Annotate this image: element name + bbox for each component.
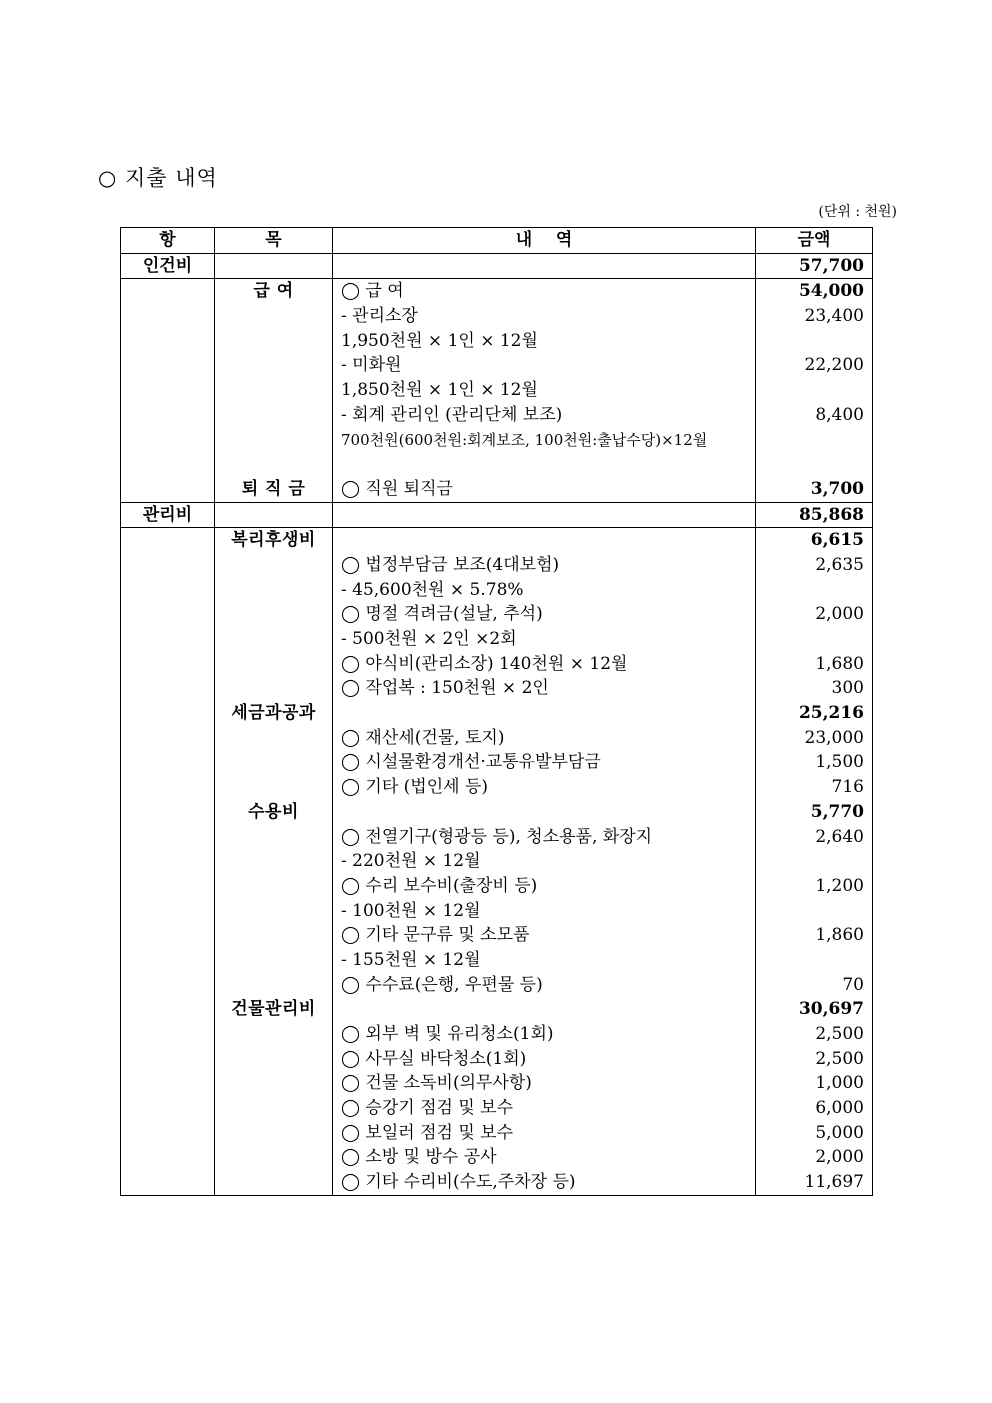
spacer-line (215, 825, 332, 850)
spacer-line (215, 726, 332, 751)
spacer-line (215, 923, 332, 948)
spacer-line (215, 750, 332, 775)
category-total: 57,700 (756, 253, 873, 279)
spacer-line (215, 452, 332, 477)
item-name: 수용비 (248, 801, 299, 822)
spacer-line (215, 428, 332, 453)
unit-label: (단위 : 천원) (818, 204, 897, 220)
amount-value: 2,635 (815, 554, 864, 575)
spacer-line (215, 1145, 332, 1170)
detail-line: - 미화원 (341, 355, 402, 376)
amount-value: 2,500 (815, 1048, 864, 1069)
spacer-line (215, 627, 332, 652)
spacer-line (333, 701, 755, 726)
amount-value: 2,000 (815, 604, 864, 625)
detail-line: ◯ 기타 수리비(수도,주차장 등) (341, 1172, 576, 1193)
amount-value (756, 849, 864, 874)
detail-line: ◯ 사무실 바닥청소(1회) (341, 1048, 527, 1069)
detail-line: ◯ 직원 퇴직금 (341, 478, 453, 499)
detail-line: ◯ 보일러 점검 및 보수 (341, 1122, 514, 1143)
group-total: 30,697 (798, 999, 864, 1020)
detail-line: 1,950천원 × 1인 × 12월 (341, 330, 538, 351)
detail-line: ◯ 명절 격려금(설날, 추석) (341, 604, 543, 625)
amount-value (756, 899, 864, 924)
spacer-line (215, 1047, 332, 1072)
spacer-line (215, 403, 332, 428)
spacer-line (215, 676, 332, 701)
detail-line: 1,850천원 × 1인 × 12월 (341, 380, 538, 401)
detail-line: ◯ 건물 소독비(의무사항) (341, 1073, 532, 1094)
spacer-line (333, 800, 755, 825)
amount-value: 1,860 (815, 925, 864, 946)
spacer-line (215, 1071, 332, 1096)
detail-line: - 155천원 × 12월 (341, 949, 481, 970)
amount-value: 54,000 (798, 281, 864, 302)
amount-value (756, 578, 864, 603)
amount-value: 23,000 (804, 727, 864, 748)
spacer-line (333, 997, 755, 1022)
detail-line: ◯ 외부 벽 및 유리청소(1회) (341, 1024, 554, 1045)
personnel-detail-row (121, 279, 873, 502)
spacer-line (215, 874, 332, 899)
section-heading: ○ 지출 내역 (98, 166, 218, 190)
spacer-line (215, 602, 332, 627)
amount-value (756, 329, 864, 354)
spacer-line (215, 578, 332, 603)
amount-value: 2,640 (815, 826, 864, 847)
amount-value: 1,200 (815, 875, 864, 896)
header-details: 내 역 (333, 228, 756, 254)
item-name: 퇴 직 금 (241, 478, 306, 499)
expenditure-table (120, 227, 873, 1196)
detail-line: ◯ 작업복 : 150천원 × 2인 (341, 678, 549, 699)
header-category: 항 (121, 228, 215, 254)
amount-value: 6,000 (815, 1098, 864, 1119)
category-row-personnel (121, 253, 873, 279)
table-header-row (121, 228, 873, 254)
detail-line: - 45,600천원 × 5.78% (341, 579, 524, 600)
amount-value: 1,500 (815, 752, 864, 773)
detail-line: ◯ 급 여 (341, 281, 404, 302)
detail-line: - 220천원 × 12월 (341, 851, 481, 872)
group-total: 6,615 (810, 530, 864, 551)
spacer-line (215, 1022, 332, 1047)
detail-line: ◯ 승강기 점검 및 보수 (341, 1098, 514, 1119)
group-total: 25,216 (798, 703, 864, 724)
detail-line: ◯ 시설물환경개선·교통유발부담금 (341, 752, 601, 773)
spacer-line (215, 353, 332, 378)
spacer-line (215, 1121, 332, 1146)
detail-line: ◯ 기타 문구류 및 소모품 (341, 925, 530, 946)
detail-line: ◯ 수수료(은행, 우편물 등) (341, 974, 543, 995)
spacer-line (333, 528, 755, 553)
amount-value (756, 428, 864, 453)
spacer-line (215, 973, 332, 998)
detail-line: - 회계 관리인 (관리단체 보조) (341, 404, 563, 425)
detail-line: ◯ 야식비(관리소장) 140천원 × 12월 (341, 653, 628, 674)
amount-value: 8,400 (815, 404, 864, 425)
category-row-management (121, 502, 873, 528)
amount-value: 2,500 (815, 1024, 864, 1045)
spacer-line (215, 849, 332, 874)
detail-line: ◯ 소방 및 방수 공사 (341, 1147, 497, 1168)
spacer-line (215, 1096, 332, 1121)
spacer-line (215, 775, 332, 800)
spacer-line (215, 652, 332, 677)
amount-value (756, 452, 864, 477)
item-name: 급 여 (253, 281, 294, 302)
detail-line: ◯ 기타 (법인세 등) (341, 777, 489, 798)
amount-value: 3,700 (810, 478, 864, 499)
amount-value: 5,000 (815, 1122, 864, 1143)
spacer-line (215, 1170, 332, 1195)
detail-line: ◯ 수리 보수비(출장비 등) (341, 875, 538, 896)
detail-line: ◯ 재산세(건물, 토지) (341, 727, 505, 748)
spacer-line (215, 899, 332, 924)
amount-value (756, 948, 864, 973)
detail-line: 700천원(600천원:회계보조, 100천원:출납수당)×12월 (341, 430, 708, 449)
detail-line: - 500천원 × 2인 ×2회 (341, 629, 517, 650)
amount-value (756, 627, 864, 652)
detail-line: - 100천원 × 12월 (341, 900, 481, 921)
amount-value: 11,697 (804, 1172, 864, 1193)
amount-value: 22,200 (804, 355, 864, 376)
amount-value: 2,000 (815, 1147, 864, 1168)
item-name: 건물관리비 (231, 999, 316, 1020)
spacer-line (215, 304, 332, 329)
spacer-line (215, 378, 332, 403)
detail-line: ◯ 전열기구(형광등 등), 청소용품, 화장지 (341, 826, 653, 847)
spacer-line (215, 553, 332, 578)
management-detail-row (121, 528, 873, 1196)
amount-value (756, 378, 864, 403)
header-item: 목 (215, 228, 333, 254)
item-name: 복리후생비 (231, 530, 316, 551)
detail-line (333, 452, 755, 477)
amount-value: 300 (831, 678, 864, 699)
category-total: 85,868 (756, 502, 873, 528)
spacer-line (215, 948, 332, 973)
detail-line: ◯ 법정부담금 보조(4대보험) (341, 554, 560, 575)
header-amount: 금액 (756, 228, 873, 254)
amount-value: 23,400 (804, 306, 864, 327)
category-name: 인건비 (121, 253, 215, 279)
amount-value: 70 (842, 974, 864, 995)
category-name: 관리비 (121, 502, 215, 528)
detail-line: - 관리소장 (341, 306, 418, 327)
group-total: 5,770 (810, 801, 864, 822)
spacer-line (215, 329, 332, 354)
amount-value: 716 (831, 777, 864, 798)
amount-value: 1,680 (815, 653, 864, 674)
item-name: 세금과공과 (231, 703, 316, 724)
amount-value: 1,000 (815, 1073, 864, 1094)
